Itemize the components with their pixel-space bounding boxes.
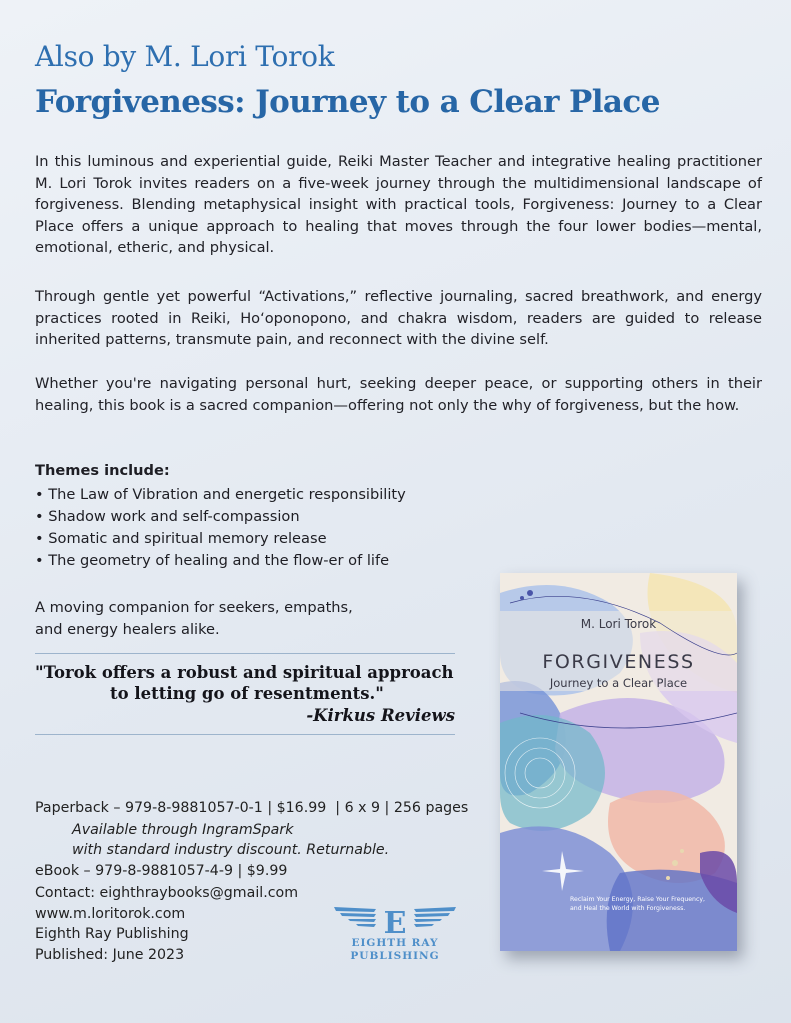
- logo-name-line-2: PUBLISHING: [350, 950, 440, 962]
- availability-note: [72, 820, 389, 860]
- companion-line-2: and energy healers alike.: [35, 621, 220, 638]
- description-paragraph-2: Through gentle yet powerful “Activations,” reflective journaling, sacred breathwork, and energy practices rooted in Reiki, Ho‘oponopono, and chakra wisdom, readers are guided to release inherited patterns, transmute pain, and reconnect with the divine self.: [35, 288, 762, 348]
- theme-item: • Somatic and spiritual memory release: [35, 530, 327, 547]
- theme-item: • The Law of Vibration and energetic responsibility: [35, 486, 406, 503]
- cover-author: M. Lori Torok: [580, 617, 657, 631]
- availability-line-1: Available through IngramSpark: [72, 822, 294, 838]
- publisher-name: Eighth Ray Publishing: [35, 926, 189, 942]
- also-by-heading: Also by M. Lori Torok: [35, 40, 335, 73]
- review-quote-line-2: to letting go of resentments.": [110, 684, 384, 703]
- logo-name-line-1: EIGHTH RAY: [351, 937, 439, 949]
- cover-subtitle: Journey to a Clear Place: [549, 676, 688, 690]
- published-date: Published: June 2023: [35, 946, 185, 963]
- contact-block: [35, 883, 298, 965]
- companion-statement: [35, 597, 395, 641]
- book-title-heading: Forgiveness: Journey to a Clear Place: [35, 84, 660, 120]
- description-paragraph-1: In this luminous and experiential guide, Reiki Master Teacher and integrative healing practitioner M. Lori Torok invites readers on a five-week journey through the multidimensional landscape of forgiveness. Blending metaphysical insight with practical tools, Forgiveness: Journey to a Clear Place offers a unique approach to healing that moves through the four lower bodies—mental, emotional, etheric, and physical.: [35, 153, 762, 256]
- cover-title: FORGIVENESS: [542, 651, 695, 673]
- review-quote: [35, 662, 455, 726]
- description-paragraph-3: Whether you're navigating personal hurt, seeking deeper peace, or supporting others in their healing, this book is a sacred companion—offering not only the why of forgiveness, but the how.: [35, 375, 762, 414]
- logo-letter: E: [383, 906, 407, 941]
- divider-top: [35, 653, 455, 654]
- companion-line-1: A moving companion for seekers, empaths,: [35, 599, 353, 616]
- ebook-info: eBook – 979-8-9881057-4-9 | $9.99: [35, 863, 288, 879]
- themes-heading: Themes include:: [35, 462, 170, 479]
- book-cover-image: [500, 573, 737, 951]
- availability-line-2: with standard industry discount. Returnable.: [72, 842, 390, 858]
- theme-item: • Shadow work and self-compassion: [35, 508, 300, 525]
- themes-list: [35, 484, 406, 572]
- contact-website[interactable]: www.m.loritorok.com: [35, 905, 186, 922]
- paperback-info: Paperback – 979-8-9881057-0-1 | $16.99 | 6 x 9 | 256 pages: [35, 800, 469, 816]
- theme-item: • The geometry of healing and the flow-er of life: [35, 552, 390, 569]
- review-quote-line-1: "Torok offers a robust and spiritual approach: [35, 663, 454, 682]
- contact-email[interactable]: Contact: eighthraybooks@gmail.com: [35, 885, 299, 901]
- divider-bottom: [35, 734, 455, 735]
- review-source: -Kirkus Reviews: [306, 706, 455, 725]
- cover-tagline: Reclaim Your Energy, Raise Your Frequency, and Heal the World with Forgiveness.: [570, 896, 705, 912]
